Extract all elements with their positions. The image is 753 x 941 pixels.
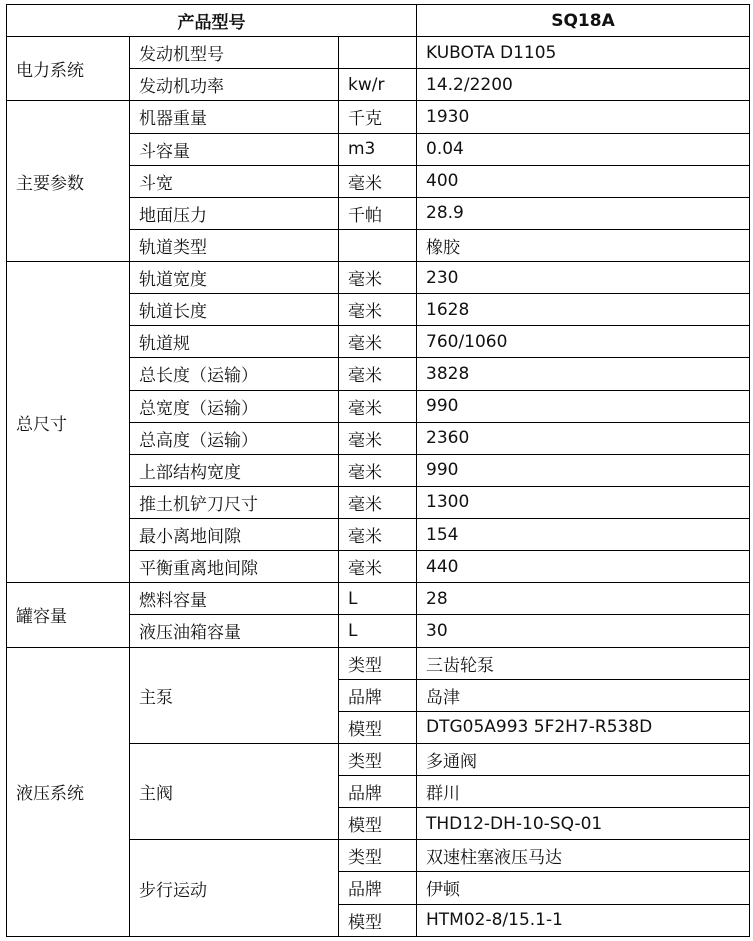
param-name: 机器重量 — [130, 101, 339, 133]
group-name: 液压系统 — [7, 647, 130, 937]
param-unit: 毫米 — [339, 390, 417, 422]
param-value: 群川 — [417, 776, 750, 808]
param-name: 平衡重离地间隙 — [130, 551, 339, 583]
param-unit: 毫米 — [339, 326, 417, 358]
table-row — [7, 101, 750, 133]
param-name: 总高度（运输） — [130, 422, 339, 454]
param-unit: 毫米 — [339, 294, 417, 326]
param-unit: L — [339, 615, 417, 647]
param-value: 多通阀 — [417, 743, 750, 775]
param-name: 轨道规 — [130, 326, 339, 358]
param-unit — [339, 229, 417, 261]
param-label: 模型 — [339, 808, 417, 840]
param-value: 0.04 — [417, 133, 750, 165]
param-name: 斗容量 — [130, 133, 339, 165]
param-unit: 毫米 — [339, 551, 417, 583]
spec-table-body — [7, 5, 750, 937]
param-unit: 毫米 — [339, 262, 417, 294]
param-unit — [339, 37, 417, 69]
param-label: 类型 — [339, 840, 417, 872]
param-label: 品牌 — [339, 679, 417, 711]
table-row — [7, 583, 750, 615]
param-label: 品牌 — [339, 776, 417, 808]
table-row — [7, 37, 750, 69]
param-value: 2360 — [417, 422, 750, 454]
param-value: HTM02-8/15.1-1 — [417, 904, 750, 937]
param-value: 30 — [417, 615, 750, 647]
group-name: 总尺寸 — [7, 262, 130, 583]
param-name: 轨道类型 — [130, 229, 339, 261]
param-unit: 毫米 — [339, 486, 417, 518]
param-unit: 毫米 — [339, 165, 417, 197]
param-value: 三齿轮泵 — [417, 647, 750, 679]
param-name: 推土机铲刀尺寸 — [130, 486, 339, 518]
param-unit: kw/r — [339, 69, 417, 101]
param-value: 14.2/2200 — [417, 69, 750, 101]
model-value: SQ18A — [417, 5, 750, 37]
table-row — [7, 262, 750, 294]
param-label: 类型 — [339, 743, 417, 775]
param-value: 28 — [417, 583, 750, 615]
param-name: 最小离地间隙 — [130, 519, 339, 551]
param-name: 斗宽 — [130, 165, 339, 197]
subgroup-name: 主泵 — [130, 647, 339, 743]
param-label: 品牌 — [339, 872, 417, 904]
table-row — [7, 647, 750, 679]
param-name: 轨道长度 — [130, 294, 339, 326]
param-name: 液压油箱容量 — [130, 615, 339, 647]
param-label: 类型 — [339, 647, 417, 679]
subgroup-name: 主阀 — [130, 743, 339, 839]
subgroup-name: 步行运动 — [130, 840, 339, 937]
param-value: 1628 — [417, 294, 750, 326]
param-value: 990 — [417, 454, 750, 486]
param-value: 28.9 — [417, 197, 750, 229]
param-value: 400 — [417, 165, 750, 197]
param-value: 3828 — [417, 358, 750, 390]
param-value: 230 — [417, 262, 750, 294]
param-value: 154 — [417, 519, 750, 551]
param-unit: m3 — [339, 133, 417, 165]
param-unit: L — [339, 583, 417, 615]
param-unit: 毫米 — [339, 454, 417, 486]
param-unit: 千克 — [339, 101, 417, 133]
param-name: 发动机功率 — [130, 69, 339, 101]
model-label: 产品型号 — [7, 5, 417, 37]
param-name: 上部结构宽度 — [130, 454, 339, 486]
param-name: 总长度（运输） — [130, 358, 339, 390]
param-name: 地面压力 — [130, 197, 339, 229]
group-name: 主要参数 — [7, 101, 130, 262]
param-value: 橡胶 — [417, 229, 750, 261]
param-label: 模型 — [339, 711, 417, 743]
param-name: 总宽度（运输） — [130, 390, 339, 422]
group-name: 电力系统 — [7, 37, 130, 101]
param-value: THD12-DH-10-SQ-01 — [417, 808, 750, 840]
spec-table — [6, 4, 750, 937]
param-unit: 毫米 — [339, 519, 417, 551]
param-name: 发动机型号 — [130, 37, 339, 69]
param-value: 岛津 — [417, 679, 750, 711]
param-value: 440 — [417, 551, 750, 583]
param-value: 1300 — [417, 486, 750, 518]
param-label: 模型 — [339, 904, 417, 937]
param-unit: 千帕 — [339, 197, 417, 229]
param-name: 轨道宽度 — [130, 262, 339, 294]
group-name: 罐容量 — [7, 583, 130, 647]
param-value: 伊顿 — [417, 872, 750, 904]
param-value: 760/1060 — [417, 326, 750, 358]
param-unit: 毫米 — [339, 358, 417, 390]
header-row — [7, 5, 750, 37]
param-name: 燃料容量 — [130, 583, 339, 615]
param-value: 1930 — [417, 101, 750, 133]
param-value: KUBOTA D1105 — [417, 37, 750, 69]
param-value: 990 — [417, 390, 750, 422]
param-unit: 毫米 — [339, 422, 417, 454]
param-value: 双速柱塞液压马达 — [417, 840, 750, 872]
param-value: DTG05A993 5F2H7-R538D — [417, 711, 750, 743]
